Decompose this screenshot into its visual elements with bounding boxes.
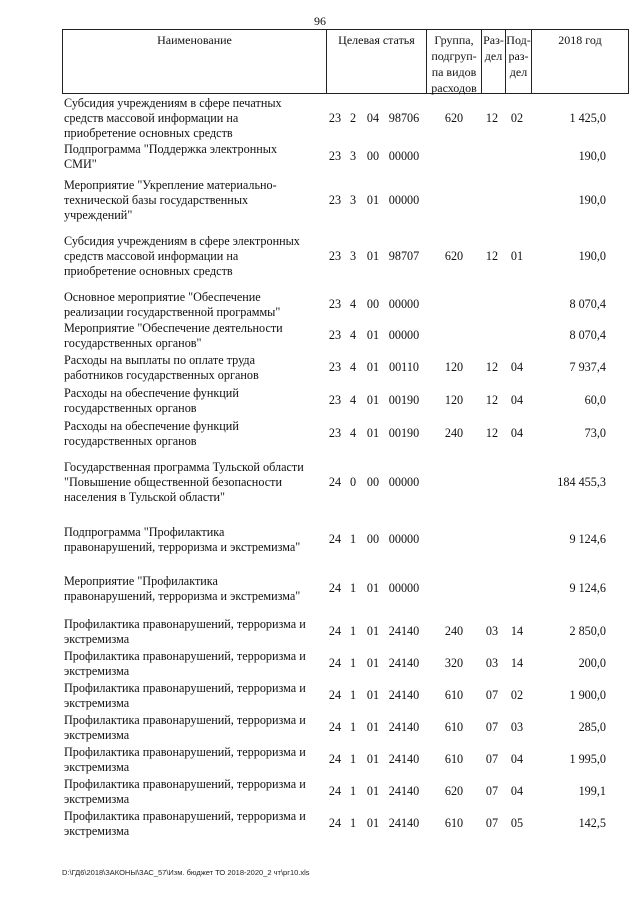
row-name-line: Расходы на обеспечение функций — [64, 419, 239, 433]
row-name-line: Основное мероприятие "Обеспечение — [64, 290, 261, 304]
section: 07 — [485, 816, 499, 830]
expense-group: 610 — [444, 688, 464, 702]
code-measure: 01 — [366, 784, 380, 798]
header-year — [532, 30, 628, 93]
code-measure: 01 — [366, 656, 380, 670]
row-name-line: экстремизма — [64, 664, 130, 678]
code-measure: 01 — [366, 581, 380, 595]
row-name-line: СМИ" — [64, 157, 97, 171]
code-program: 23 — [328, 193, 342, 207]
code-measure: 01 — [366, 816, 380, 830]
code-direction: 24140 — [388, 688, 420, 702]
code-program: 24 — [328, 581, 342, 595]
table-row — [0, 353, 640, 383]
amount-2018: 200,0 — [578, 656, 606, 670]
code-subprogram: 4 — [349, 297, 357, 311]
subsection: 04 — [510, 752, 524, 766]
code-subprogram: 4 — [349, 328, 357, 342]
code-subprogram: 2 — [349, 111, 357, 125]
expense-group: 620 — [444, 111, 464, 125]
code-program: 24 — [328, 688, 342, 702]
expense-group: 620 — [444, 249, 464, 263]
row-name-line: правонарушений, терроризма и экстремизма" — [64, 589, 301, 603]
code-measure: 01 — [366, 393, 380, 407]
table-row — [0, 525, 640, 555]
row-name-line: Профилактика правонарушений, терроризма и — [64, 745, 306, 759]
code-measure: 01 — [366, 360, 380, 374]
header-name — [63, 30, 327, 93]
amount-2018: 9 124,6 — [569, 532, 606, 546]
row-name-line: Профилактика правонарушений, терроризма и — [64, 649, 306, 663]
subsection: 02 — [510, 111, 524, 125]
amount-2018: 1 995,0 — [569, 752, 606, 766]
row-name — [64, 96, 326, 141]
row-name-line: учреждений" — [64, 208, 133, 222]
code-subprogram: 1 — [349, 688, 357, 702]
code-measure: 01 — [366, 752, 380, 766]
section: 07 — [485, 720, 499, 734]
page-number: 96 — [314, 14, 326, 28]
header-section — [482, 30, 506, 93]
row-name-line: Подпрограмма "Профилактика — [64, 525, 225, 539]
row-name-line: населения в Тульской области" — [64, 490, 226, 504]
code-direction: 24140 — [388, 624, 420, 638]
header-year-label: 2018 год — [558, 33, 602, 47]
table-row — [0, 777, 640, 807]
code-subprogram: 3 — [349, 249, 357, 263]
code-program: 23 — [328, 393, 342, 407]
row-name — [64, 681, 326, 711]
row-name-line: экстремизма — [64, 824, 130, 838]
code-program: 24 — [328, 532, 342, 546]
header-subsection-line: дел — [509, 65, 528, 79]
row-name — [64, 290, 326, 320]
amount-2018: 190,0 — [578, 249, 606, 263]
header-subsection — [506, 30, 532, 93]
row-name — [64, 745, 326, 775]
row-name — [64, 713, 326, 743]
row-name-line: Профилактика правонарушений, терроризма и — [64, 777, 306, 791]
code-subprogram: 1 — [349, 656, 357, 670]
subsection: 14 — [510, 656, 524, 670]
row-name — [64, 234, 326, 279]
code-measure: 01 — [366, 328, 380, 342]
code-program: 23 — [328, 426, 342, 440]
code-program: 24 — [328, 816, 342, 830]
section: 12 — [485, 426, 499, 440]
subsection: 03 — [510, 720, 524, 734]
code-direction: 24140 — [388, 816, 420, 830]
amount-2018: 190,0 — [578, 149, 606, 163]
code-measure: 00 — [366, 475, 380, 489]
code-direction: 24140 — [388, 720, 420, 734]
row-name-line: государственных органов — [64, 434, 197, 448]
code-program: 24 — [328, 475, 342, 489]
section: 03 — [485, 624, 499, 638]
amount-2018: 7 937,4 — [569, 360, 606, 374]
row-name-line: экстремизма — [64, 760, 130, 774]
row-name-line: Профилактика правонарушений, терроризма и — [64, 713, 306, 727]
table-row — [0, 419, 640, 449]
header-subsection-line: раз- — [508, 49, 529, 63]
code-direction: 00000 — [388, 149, 420, 163]
code-subprogram: 1 — [349, 624, 357, 638]
code-program: 23 — [328, 297, 342, 311]
amount-2018: 73,0 — [584, 426, 606, 440]
row-name — [64, 777, 326, 807]
code-subprogram: 0 — [349, 475, 357, 489]
header-group-line: Группа, — [434, 33, 474, 47]
header-section-line: дел — [484, 49, 503, 63]
amount-2018: 1 900,0 — [569, 688, 606, 702]
expense-group: 120 — [444, 393, 464, 407]
table-header — [62, 29, 629, 94]
row-name-line: экстремизма — [64, 728, 130, 742]
table-row — [0, 142, 640, 172]
table-row — [0, 745, 640, 775]
amount-2018: 60,0 — [584, 393, 606, 407]
code-direction: 00000 — [388, 297, 420, 311]
code-direction: 00000 — [388, 475, 420, 489]
row-name — [64, 617, 326, 647]
header-target-article — [327, 30, 427, 93]
code-direction: 98707 — [388, 249, 420, 263]
header-group-line: подгруп- — [431, 49, 477, 63]
header-target-article-label: Целевая статья — [338, 33, 415, 47]
code-subprogram: 3 — [349, 149, 357, 163]
row-name-line: Профилактика правонарушений, терроризма и — [64, 809, 306, 823]
code-measure: 04 — [366, 111, 380, 125]
row-name-line: Мероприятие "Обеспечение деятельности — [64, 321, 283, 335]
code-program: 23 — [328, 111, 342, 125]
code-measure: 01 — [366, 193, 380, 207]
row-name — [64, 142, 326, 172]
table-row — [0, 460, 640, 505]
table-row — [0, 290, 640, 320]
expense-group: 620 — [444, 784, 464, 798]
table-row — [0, 809, 640, 839]
code-measure: 00 — [366, 532, 380, 546]
code-subprogram: 4 — [349, 360, 357, 374]
code-program: 23 — [328, 360, 342, 374]
row-name-line: Мероприятие "Профилактика — [64, 574, 218, 588]
code-subprogram: 4 — [349, 426, 357, 440]
code-program: 24 — [328, 656, 342, 670]
row-name-line: "Повышение общественной безопасности — [64, 475, 282, 489]
subsection: 04 — [510, 784, 524, 798]
table-row — [0, 321, 640, 351]
code-measure: 00 — [366, 297, 380, 311]
subsection: 04 — [510, 360, 524, 374]
header-subsection-line: Под- — [506, 33, 531, 47]
code-program: 23 — [328, 328, 342, 342]
amount-2018: 199,1 — [578, 784, 606, 798]
row-name-line: Субсидия учреждениям в сфере электронных — [64, 234, 300, 248]
row-name-line: экстремизма — [64, 696, 130, 710]
code-measure: 01 — [366, 249, 380, 263]
row-name-line: Профилактика правонарушений, терроризма и — [64, 681, 306, 695]
header-section-line: Раз- — [483, 33, 504, 47]
header-name-label: Наименование — [157, 33, 232, 47]
expense-group: 120 — [444, 360, 464, 374]
row-name-line: средств массовой информации на — [64, 249, 239, 263]
code-subprogram: 3 — [349, 193, 357, 207]
header-group-line: па видов — [431, 65, 477, 79]
subsection: 01 — [510, 249, 524, 263]
expense-group: 610 — [444, 720, 464, 734]
amount-2018: 8 070,4 — [569, 297, 606, 311]
amount-2018: 8 070,4 — [569, 328, 606, 342]
table-row — [0, 649, 640, 679]
row-name — [64, 574, 326, 604]
amount-2018: 9 124,6 — [569, 581, 606, 595]
row-name-line: работников государственных органов — [64, 368, 259, 382]
row-name-line: Государственная программа Тульской области — [64, 460, 304, 474]
code-subprogram: 1 — [349, 816, 357, 830]
row-name-line: приобретение основных средств — [64, 126, 233, 140]
subsection: 14 — [510, 624, 524, 638]
row-name — [64, 419, 326, 449]
code-subprogram: 1 — [349, 532, 357, 546]
header-group-line: расходов — [431, 81, 477, 95]
row-name — [64, 649, 326, 679]
code-subprogram: 4 — [349, 393, 357, 407]
code-subprogram: 1 — [349, 581, 357, 595]
table-row — [0, 178, 640, 223]
amount-2018: 2 850,0 — [569, 624, 606, 638]
code-subprogram: 1 — [349, 752, 357, 766]
code-measure: 01 — [366, 624, 380, 638]
code-direction: 24140 — [388, 784, 420, 798]
section: 12 — [485, 393, 499, 407]
row-name — [64, 386, 326, 416]
table-row — [0, 96, 640, 141]
code-direction: 00110 — [388, 360, 420, 374]
section: 03 — [485, 656, 499, 670]
code-measure: 00 — [366, 149, 380, 163]
code-measure: 01 — [366, 720, 380, 734]
code-measure: 01 — [366, 688, 380, 702]
amount-2018: 184 455,3 — [557, 475, 606, 489]
header-group — [427, 30, 482, 93]
row-name-line: реализации государственной программы" — [64, 305, 281, 319]
expense-group: 320 — [444, 656, 464, 670]
code-subprogram: 1 — [349, 784, 357, 798]
row-name-line: государственных органов — [64, 401, 197, 415]
row-name — [64, 178, 326, 223]
code-direction: 00000 — [388, 532, 420, 546]
row-name-line: государственных органов" — [64, 336, 202, 350]
table-row — [0, 681, 640, 711]
table-row — [0, 617, 640, 647]
amount-2018: 142,5 — [578, 816, 606, 830]
code-program: 23 — [328, 249, 342, 263]
code-subprogram: 1 — [349, 720, 357, 734]
row-name-line: правонарушений, терроризма и экстремизма" — [64, 540, 301, 554]
section: 07 — [485, 784, 499, 798]
expense-group: 610 — [444, 752, 464, 766]
row-name — [64, 525, 326, 555]
subsection: 04 — [510, 426, 524, 440]
table-row — [0, 574, 640, 604]
row-name-line: Расходы на выплаты по оплате труда — [64, 353, 256, 367]
row-name — [64, 353, 326, 383]
code-direction: 98706 — [388, 111, 420, 125]
subsection: 02 — [510, 688, 524, 702]
section: 07 — [485, 752, 499, 766]
section: 12 — [485, 249, 499, 263]
code-program: 24 — [328, 624, 342, 638]
table-row — [0, 234, 640, 279]
row-name-line: Субсидия учреждениям в сфере печатных — [64, 96, 282, 110]
code-direction: 00190 — [388, 426, 420, 440]
row-name-line: экстремизма — [64, 792, 130, 806]
code-program: 24 — [328, 720, 342, 734]
expense-group: 610 — [444, 816, 464, 830]
section: 12 — [485, 360, 499, 374]
row-name-line: приобретение основных средств — [64, 264, 233, 278]
expense-group: 240 — [444, 624, 464, 638]
row-name-line: Профилактика правонарушений, терроризма и — [64, 617, 306, 631]
subsection: 04 — [510, 393, 524, 407]
code-direction: 00000 — [388, 193, 420, 207]
row-name-line: экстремизма — [64, 632, 130, 646]
row-name-line: технической базы государственных — [64, 193, 249, 207]
row-name-line: Мероприятие "Укрепление материально- — [64, 178, 277, 192]
file-path-footer: D:\ГД6\2018\ЗАКОНЫ\ЗАС_57\Изм. бюджет ТО 2018-2020_2 чт\рг10.xls — [62, 868, 310, 877]
table-row — [0, 713, 640, 743]
row-name — [64, 321, 326, 351]
row-name — [64, 809, 326, 839]
row-name — [64, 460, 326, 505]
code-program: 24 — [328, 784, 342, 798]
code-program: 24 — [328, 752, 342, 766]
amount-2018: 285,0 — [578, 720, 606, 734]
row-name-line: средств массовой информации на — [64, 111, 239, 125]
expense-group: 240 — [444, 426, 464, 440]
code-direction: 24140 — [388, 656, 420, 670]
code-direction: 00190 — [388, 393, 420, 407]
amount-2018: 190,0 — [578, 193, 606, 207]
code-program: 23 — [328, 149, 342, 163]
row-name-line: Подпрограмма "Поддержка электронных — [64, 142, 278, 156]
code-direction: 00000 — [388, 581, 420, 595]
code-direction: 00000 — [388, 328, 420, 342]
code-direction: 24140 — [388, 752, 420, 766]
section: 12 — [485, 111, 499, 125]
subsection: 05 — [510, 816, 524, 830]
amount-2018: 1 425,0 — [569, 111, 606, 125]
table-row — [0, 386, 640, 416]
code-measure: 01 — [366, 426, 380, 440]
row-name-line: Расходы на обеспечение функций — [64, 386, 239, 400]
section: 07 — [485, 688, 499, 702]
